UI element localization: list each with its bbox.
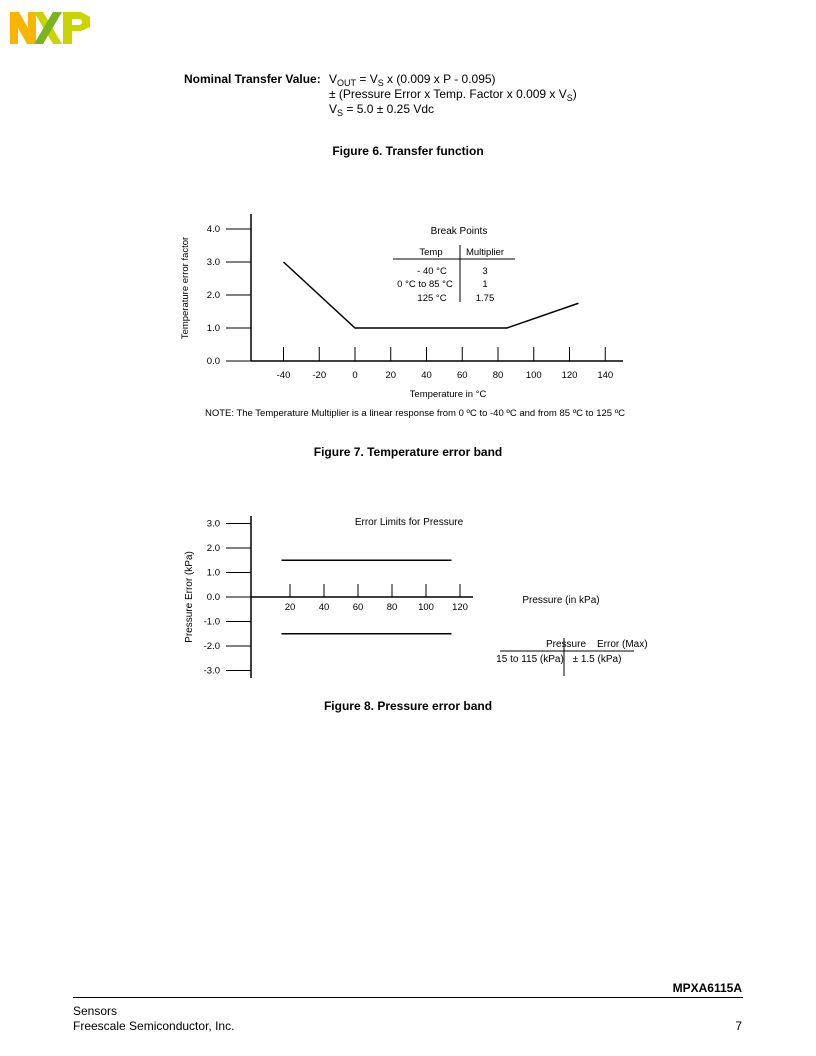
page-number: 7: [735, 1019, 742, 1033]
y-axis-label: Pressure Error (kPa): [184, 551, 195, 643]
transfer-label: Nominal Transfer Value:: [184, 72, 321, 86]
x-tick-label: 60: [352, 602, 364, 613]
x-tick-label: 20: [284, 602, 296, 613]
break-points-header-multiplier: Multiplier: [465, 247, 505, 258]
x-tick-label: 80: [492, 370, 504, 381]
break-point-temp: 0 °C to 85 °C: [397, 279, 453, 290]
figure-8-caption: Figure 8. Pressure error band: [323, 699, 493, 713]
figure-7-caption: Figure 7. Temperature error band: [313, 445, 503, 459]
pressure-table-header-error: Error (Max): [597, 639, 648, 650]
x-tick-label: 100: [418, 602, 434, 613]
figure-6-caption: Figure 6. Transfer function: [332, 144, 484, 158]
x-tick-label: -40: [276, 370, 291, 381]
break-points-header-temp: Temp: [419, 247, 443, 258]
x-axis-label: Temperature in °C: [409, 389, 487, 400]
break-point-temp: - 40 °C: [417, 266, 447, 277]
footer-company: Freescale Semiconductor, Inc.: [73, 1019, 235, 1033]
x-tick-label: 40: [421, 370, 432, 381]
x-tick-label: 120: [561, 370, 578, 381]
transfer-line-3: $V_S = 5.0 \pm 0.25$ Vdc: [329, 102, 435, 118]
pressure-table-error: ± 1.5 (kPa): [572, 654, 622, 665]
y-tick-label: 4.0: [206, 224, 220, 235]
break-point-temp: 125 °C: [417, 293, 447, 304]
pressure-table-range: 15 to 115 (kPa): [496, 654, 564, 665]
x-tick-label: 80: [386, 602, 398, 613]
y-tick-label: 2.0: [206, 290, 220, 301]
y-axis-label: Temperature error factor: [180, 236, 191, 340]
y-tick-label: -3.0: [203, 665, 220, 677]
footer-divider: [73, 997, 743, 998]
break-point-mult: 1.75: [475, 293, 495, 304]
x-tick-label: 100: [525, 370, 542, 381]
x-tick-label: 120: [452, 602, 468, 613]
x-tick-label: 60: [456, 370, 468, 381]
x-tick-label: -20: [312, 370, 327, 381]
footer-section: Sensors: [73, 1004, 118, 1018]
x-tick-label: 0: [352, 370, 358, 381]
y-tick-label: 3.0: [206, 257, 220, 268]
pressure-table-header-pressure: Pressure: [545, 639, 587, 650]
y-tick-label: 1.0: [206, 323, 220, 334]
chart-title: Error Limits for Pressure: [354, 517, 464, 528]
y-tick-label: 0.0: [206, 592, 220, 603]
x-axis-label: Pressure (in kPa): [522, 595, 600, 606]
y-tick-label: 3.0: [206, 518, 220, 530]
x-tick-label: 140: [597, 370, 614, 381]
transfer-line-2: ± (Pressure Error x Temp. Factor x 0.009 x $V_S$): [329, 87, 577, 103]
break-point-mult: 3: [482, 266, 488, 277]
y-tick-label: 0.0: [206, 356, 220, 367]
part-number: MPXA6115A: [672, 981, 742, 995]
x-tick-label: 40: [318, 602, 330, 613]
y-tick-label: 1.0: [206, 567, 220, 579]
footer-left: [73, 1004, 234, 1034]
y-tick-label: -2.0: [203, 641, 220, 652]
transfer-line-1: $V_{OUT} = V_S$ x (0.009 x P - 0.095): [329, 72, 496, 88]
figure-7-note: NOTE: The Temperature Multiplier is a linear response from 0 ºC to -40 ºC and from 85 ºC to 125 ºC: [204, 408, 626, 419]
break-point-mult: 1: [482, 279, 488, 290]
temperature-error-chart: [180, 214, 623, 400]
break-points-title: Break Points: [430, 226, 488, 237]
y-tick-label: -1.0: [203, 616, 220, 628]
x-tick-label: 20: [385, 370, 397, 381]
y-tick-label: 2.0: [206, 543, 220, 554]
